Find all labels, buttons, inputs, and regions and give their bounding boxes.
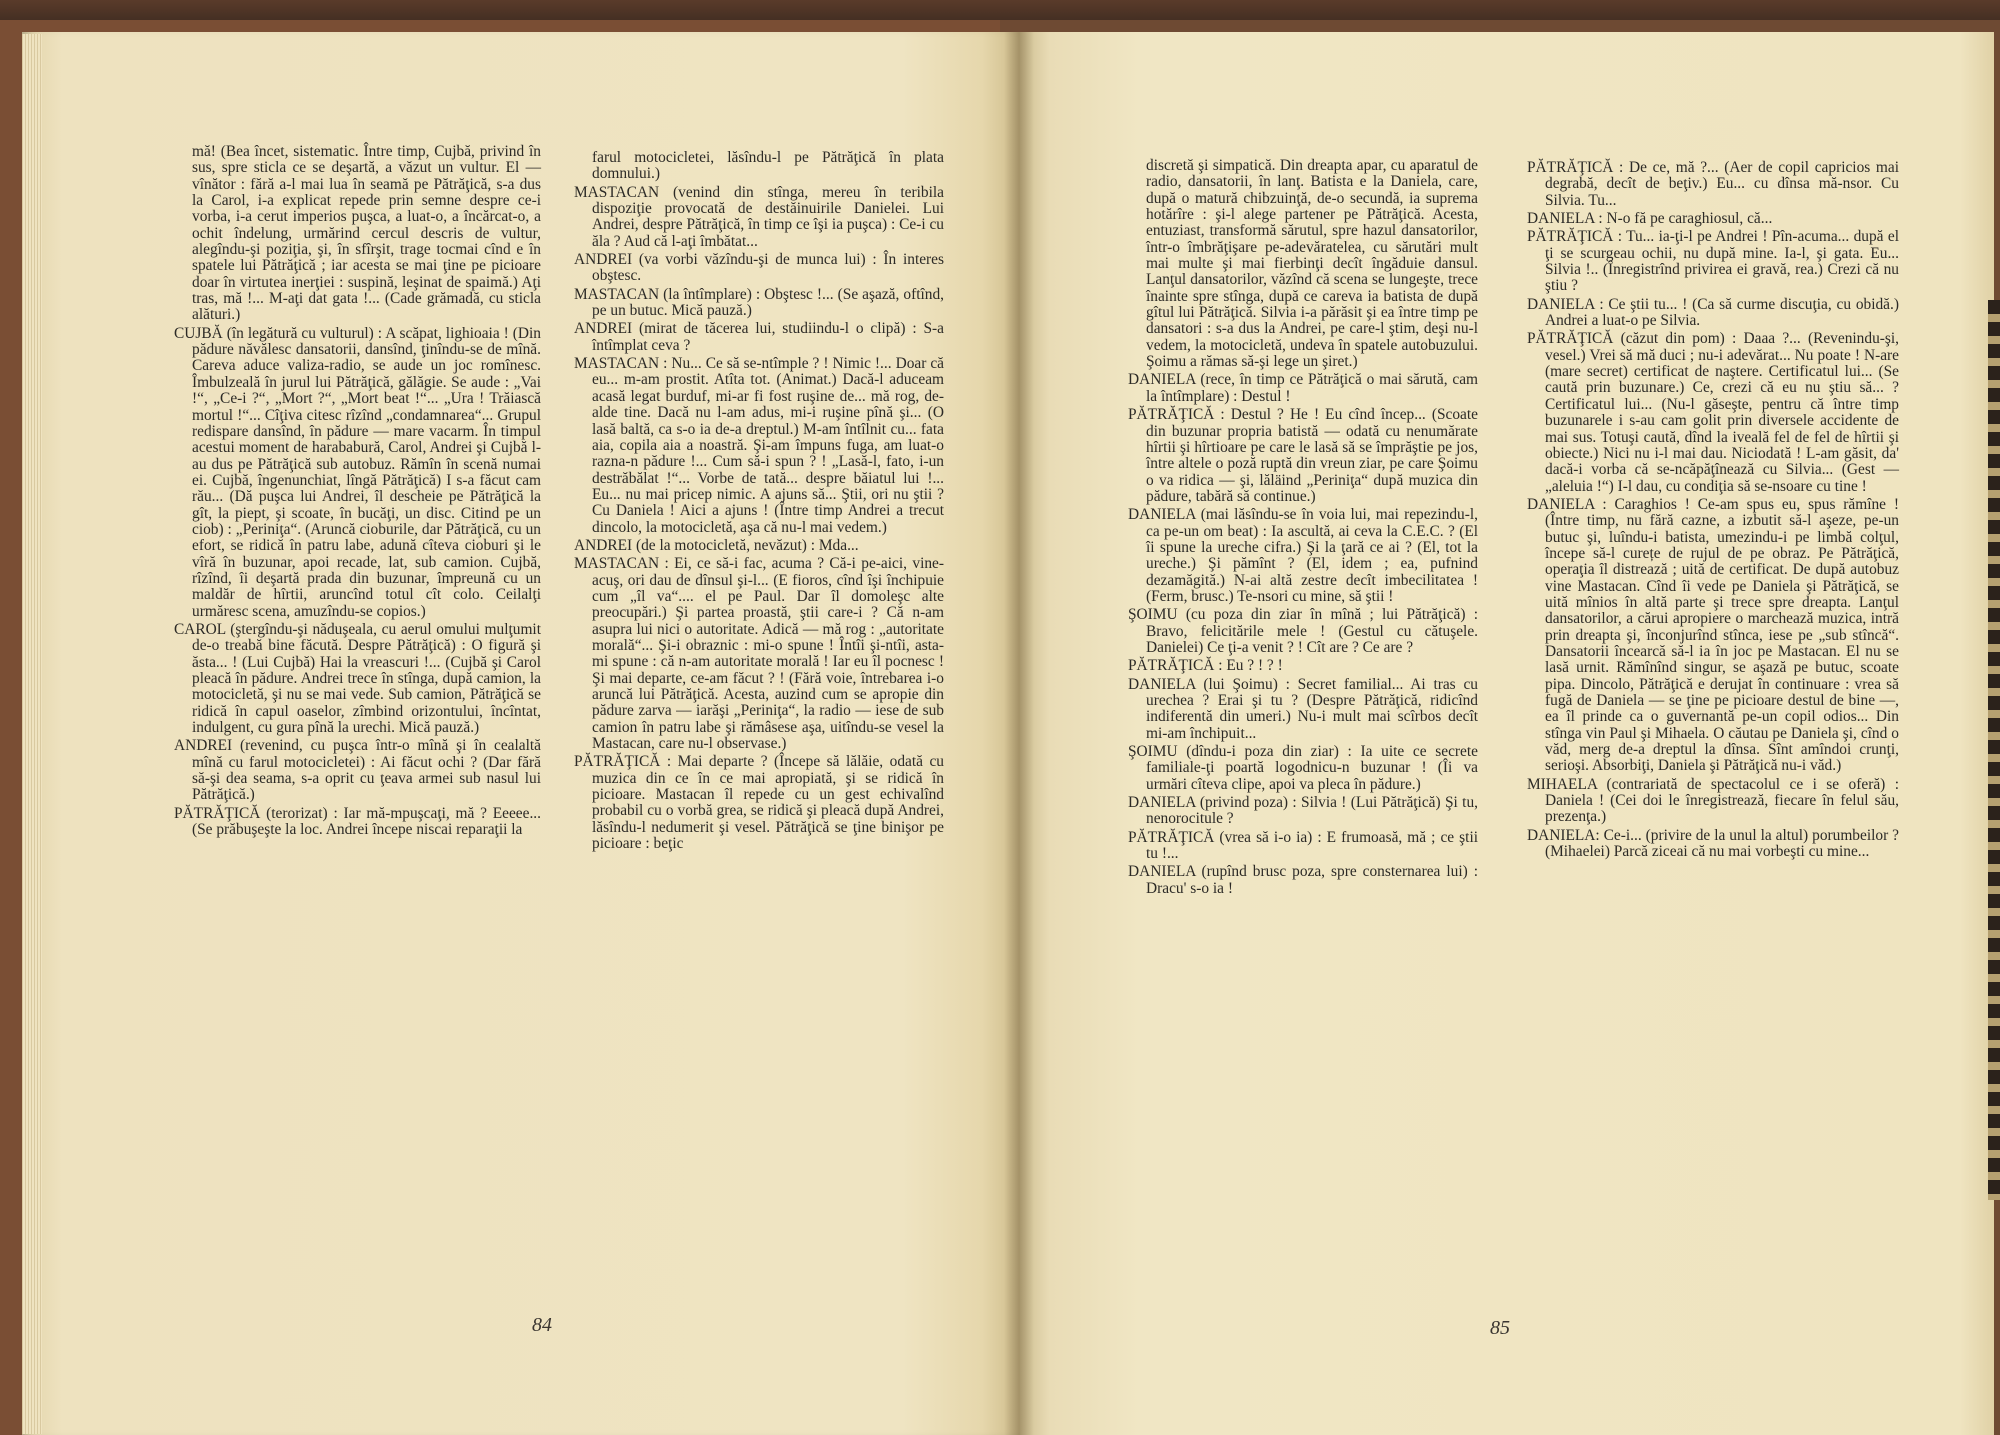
continued-paragraph: farul motocicletei, lăsîndu-l pe Pătrăţică în plata domnului.) <box>592 149 944 183</box>
dialogue-paragraph: DANIELA (rece, în timp ce Pătrăţică o mai sărută, cam la întîmplare) : Destul ! <box>1128 371 1478 405</box>
dialogue-paragraph: CUJBĂ (în legătură cu vulturul) : A scăpat, lighioaia ! (Din pădure năvălesc dansatorii, dansînd, ţinîndu-se de mînă. Careva aduce valiza-radio, se aude un joc romînesc. Îmbulzeală în jurul lui Pătrăţică, gălăgie. Se aude : „Vai !“, „Ce-i ?“, „Mort ?“, „Mort beat !“... „Ura ! Trăiască mortul !“... Cîţiva citesc rîzînd „condamnarea“... Grupul redispare dansînd, în pădure — mare vacarm. În timpul acestui moment de harababură, Carol, Andrei şi Cujbă l-au dus pe Pătrăţică sub autobuz. Rămîn în scenă numai ei. Cujbă, îngenunchiat, lîngă Pătrăţică) I s-a făcut cam rău... (Dă puşca lui Andrei, îl descheie pe Pătrăţică la gît, la piept, şi scoate, în bucăţi, un disc. Citind pe un ciob) : „Periniţa“. (Aruncă cioburile, dar Pătrăţică, cu un efort, se ridică în patru labe, adună cîteva cioburi şi le vîră în buzunar, apoi recade, lat, sub camion. Cujbă, rîzînd, îi deşartă prada din buzunar, împreună cu un maldăr de hîrtii, aruncînd totul cît colo. Ceilalţi urmăresc scena, amuzîndu-se copios.) <box>174 324 541 620</box>
dialogue-paragraph: PĂTRĂŢICĂ (vrea să i-o ia) : E frumoasă, mă ; ce ştii tu !... <box>1128 828 1478 863</box>
dialogue-paragraph: DANIELA: Ce-i... (privire de la unul la altul) porumbeilor ? (Mihaelei) Parcă ziceai că nu mai vorbeşti cu mine... <box>1527 826 1899 861</box>
dialogue-paragraph: DANIELA (lui Şoimu) : Secret familial... Ai tras cu urechea ? Erai şi tu ? (Despre Pătrăţică, ridicînd indiferentă din umeri.) Nu-i mult mai scîrbos decît mi-am închipuit... <box>1128 675 1478 742</box>
dialogue-paragraph: PĂTRĂŢICĂ : Destul ? He ! Eu cînd încep... (Scoate din buzunar propria batistă — odată cu nenumărate hîrtii şi hîrtioare pe care le lasă să se împrăştie pe jos, între altele o poză ruptă din vreun ziar, pe care Şoimu o va ridica — şi, lăläind „Periniţa“ după muzica din pădure, tabără să continue.) <box>1128 406 1478 505</box>
dialogue-paragraph: MASTACAN : Nu... Ce să se-ntîmple ? ! Nimic !... Doar că eu... m-am prostit. Atîta tot. (Animat.) Dacă-l aduceam acasă legat burduf, mi-ar fi fost ruşine de... mă rog, de-alde tine. Dacă nu l-am adus, mi-i ruşine pînă şi... (O lasă baltă, ca s-o ia de-a dreptul.) M-am întîlnit cu... fata aia, copila aia a noastră. Şi-am împuns fuga, am luat-o razna-n pădure !... Cum să-i spun ? ! „Lasă-l, fato, i-un destrăbălat !“... Vorbe de tată... despre băiatul lui !... Eu... nu mai pricep nimic. A ajuns să... Ştii, ori nu ştii ? Cu Daniela ! Aici a ajuns ! (Între timp Andrei a trecut dincolo, la motocicletă, aşa că nu-l mai vedem.) <box>574 355 944 536</box>
adjacent-book-spine <box>1988 300 2000 1200</box>
dialogue-paragraph: MASTACAN (venind din stînga, mereu în teribila dispoziţie provocată de destăinuirile Danielei. Lui Andrei, despre Pătrăţică, în timp ce îşi ia puşca) : Ce-i cu ăla ? Aud că l-aţi îmbătat... <box>574 183 944 250</box>
dialogue-paragraph: DANIELA : Caraghios ! Ce-am spus eu, spus rămîne ! (Între timp, nu fără cazne, a izbutit să-l aşeze, pe-un butuc şi, luîndu-i batista, umezindu-i pe limbă colţul, începe să-l curețe de rujul de pe obraz. Pe Pătrăţică, operaţia îl distrează ; uită de certificat. De după autobuz vine Mastacan. Cînd îi vede pe Daniela şi Pătrăţică, se uită mînios în altă parte şi trece spre dreapta. Lanţul dansatorilor, a cărui apropiere o marchează muzica, intră prin dreapta şi, înconjurînd stînca, iese pe „sub stîncă“. Dansatorii încearcă să-l ia în joc pe Mastacan. El nu se lasă urnit. Rămînînd singur, se aşază pe butuc, scoate pipa. Dincolo, Pătrăţică e derujat în continuare : vrea să fugă de Daniela — se ţine pe picioare destul de bine —, ea îl prinde ca o guvernantă pe-un copil odios... Din stînga vin Paul şi Mihaela. O căutau pe Daniela şi, cînd o văd, merg de-a dreptul la dînsa. Sînt amîndoi crunţi, serioşi. Absorbiţi, Daniela şi Pătrăţică nu-i văd.) <box>1527 495 1899 775</box>
dialogue-paragraph: ŞOIMU (cu poza din ziar în mînă ; lui Pătrăţică) : Bravo, felicitările mele ! (Gestul cu cătuşele. Danielei) Ce ţi-a venit ? ! Cît are ? Ce are ? <box>1128 606 1478 656</box>
dialogue-paragraph: PĂTRĂŢICĂ : De ce, mă ?... (Aer de copil capricios mai degrabă, decît de beţiv.) Eu... cu dînsa mă-nsor. Cu Silvia. Tu... <box>1527 159 1899 209</box>
dialogue-paragraph: PĂTRĂŢICĂ : Eu ? ! ? ! <box>1128 657 1283 675</box>
continued-paragraph: discretă şi simpatică. Din dreapta apar, cu aparatul de radio, dansatorii, în lanţ. Batista e la Daniela, care, după o matură chibzuinţă, de-o secundă, ia suprema hotărîre : şi-l alege partener pe Pătrăţică. Acesta, entuziast, transformă sărutul, spre hazul dansatorilor, într-o îmbrăţişare pe-adevăratelea, cu sărutări mult mai multe şi mai fierbinţi decît îngăduie dansul. Lanţul dansatorilor, văzînd că scena se lungeşte, trece înainte spre stînga, după ce careva ia batista de după gîtul lui Pătrăţică. Silvia i-a părăsit şi ea între timp pe dansatori : s-a dus la Andrei, pe care-l ştim, deşi nu-l vedem, la motocicletă, undeva în spatele autobuzului. Şoimu a rămas să-şi lege un şiret.) <box>1146 157 1478 371</box>
dialogue-paragraph: DANIELA : Ce ştii tu... ! (Ca să curme discuţia, cu obidă.) Andrei a luat-o pe Silvia. <box>1527 295 1899 330</box>
dialogue-paragraph: ANDREI (va vorbi văzîndu-şi de munca lui) : În interes obştesc. <box>574 251 944 285</box>
page-edges <box>22 34 42 1434</box>
left-page <box>22 32 1020 1435</box>
dialogue-paragraph: CAROL (ştergîndu-şi năduşeala, cu aerul omului mulţumit de-o treabă bine făcută. Despre Pătrăţică) : O figură şi ăsta... ! (Lui Cujbă) Hai la vreascuri !... (Cujbă şi Carol pleacă în pădure. Andrei trece în stînga, după camion, la motocicletă, şi nu se mai vede. Sub camion, Pătrăţică se ridică în capul oaselor, zîmbind orizontului, încîntat, indulgent, cu gura pînă la urechi. Mică pauză.) <box>174 620 541 737</box>
dialogue-paragraph: MASTACAN : Ei, ce să-i fac, acuma ? Că-i pe-aici, vine-acuş, ori dau de dînsul şi-l... (E fioros, cînd îşi închipuie cum „îl va“.... el pe Paul. Dar îl domoleşc alte preocupări.) Şi partea proastă, ştii care-i ? Că n-am asupra lui nici o autoritate. Adică — mă rog : „autoritate morală“... Şi-i obraznic : mi-o spune ! Întîi şi-ntîi, asta-mi spune : că n-am autoritate morală ! Iar eu îl pocnesc ! Şi mai departe, ce-am făcut ? ! (Fără voie, întrebarea i-o aruncă lui Pătrăţică. Acesta, auzind cum se apropie din pădure zarva — iarăşi „Periniţa“, la radio — iese de sub camion în patru labe şi rămâsese aşa, uitîndu-se vesel la Mastacan, care nu-l observase.) <box>574 555 944 753</box>
dialogue-paragraph: MASTACAN (la întîmplare) : Obştesc !... (Se aşază, oftînd, pe un butuc. Mică pauză.) <box>574 285 944 320</box>
continued-paragraph: mă! (Bea încet, sistematic. Între timp, Cujbă, privind în sus, spre sticla ce se deşartă, a văzut un vultur. El — vînător : fără a-l mai lua în seamă pe Pătrăţică, s-a dus la Carol, i-a explicat repede prin semne despre ce-i vorba, i-a cerut imperios puşca, a luat-o, a încărcat-o, a ochit îndelung, urmărind cercul descris de vultur, alegîndu-şi poziţia, şi, în sfîrşit, trage tocmai cînd e în spatele lui Pătrăţică ; iar acesta se mai ţine pe picioare doar în virtutea inerţiei : suspină, leşinat de spaimă.) Aţi tras, mă !... M-aţi dat gata !... (Cade grămadă, cu sticla alături.) <box>192 143 541 324</box>
page-number-right: 85 <box>1490 1317 1510 1339</box>
book-gutter <box>1004 32 1034 1435</box>
dialogue-paragraph: DANIELA : N-o fă pe caraghiosul, că... <box>1527 210 1773 228</box>
dialogue-paragraph: PĂTRĂŢICĂ : Tu... ia-ţi-l pe Andrei ! Pîn-acuma... după el ţi se scurgeau ochii, nu după mine. Ia-l, şi gata. Eu... Silvia !.. (Înregistrînd privirea ei gravă, rea.) Crezi că nu ştiu ? <box>1527 228 1899 295</box>
page-number-left: 84 <box>532 1314 552 1336</box>
dialogue-paragraph: ANDREI (de la motocicletă, nevăzut) : Mda... <box>574 536 859 554</box>
dialogue-paragraph: DANIELA (privind poza) : Silvia ! (Lui Pătrăţică) Şi tu, nenorocitule ? <box>1128 794 1478 828</box>
dialogue-paragraph: MIHAELA (contrariată de spectacolul ce i se oferă) : Daniela ! (Cei doi le înregistrează, fiecare în felul său, prezenţa.) <box>1527 775 1899 826</box>
dialogue-paragraph: DANIELA (rupînd brusc poza, spre consternarea lui) : Dracu' s-o ia ! <box>1128 863 1478 897</box>
left-page-column-2 <box>574 150 944 852</box>
dialogue-paragraph: ANDREI (revenind, cu puşca într-o mînă şi în cealaltă mînă cu farul motocicletei) : Ai făcut ochi ? (Dar fără să-şi dea seama, s-a oprit cu ţeava armei sub nasul lui Pătrăţică.) <box>174 737 541 804</box>
dialogue-paragraph: ŞOIMU (dîndu-i poza din ziar) : Ia uite ce secrete familiale-ţi poartă logodnicu-n buzunar ! (Îi va urmări cîteva clipe, apoi va pleca în pădure.) <box>1128 743 1478 793</box>
right-page <box>1020 32 1994 1435</box>
left-page-column-1 <box>174 144 541 838</box>
dialogue-paragraph: DANIELA (mai lăsîndu-se în voia lui, mai repezindu-l, ca pe-un om beat) : Ia ascultă, ai ceva la C.E.C. ? (El îi spune la ureche cifra.) Şi la ţară ce ai ? (El, tot la ureche.) Şi pămînt ? (El, idem ; ea, pufnind dezamăgită.) N-ai altă zestre decît imbecilitatea ! (Ferm, brusc.) Te-nsori cu mine, să ştii ! <box>1128 506 1478 605</box>
dialogue-paragraph: ANDREI (mirat de tăcerea lui, studiindu-l o clipă) : S-a întîmplat ceva ? <box>574 320 944 354</box>
right-page-column-1 <box>1128 158 1478 897</box>
right-page-column-2 <box>1527 158 1899 860</box>
dialogue-paragraph: PĂTRĂŢICĂ (terorizat) : Iar mă-mpuşcaţi, mă ? Eeeee... (Se prăbuşeşte la loc. Andrei începe niscai reparaţii la <box>174 804 541 839</box>
dialogue-paragraph: PĂTRĂŢICĂ (căzut din pom) : Daaa ?... (Revenindu-şi, vesel.) Vrei să mă duci ; nu-i adevărat... Nu poate ! N-are (mare secret) certificat de naştere. Certificatul lui... (Se caută prin buzunare.) Ce, crezi că eu nu ştiu să... ? Certificatul lui... (Nu-l găseşte, pentru că între timp buzunarele i s-au cam golit prin diversele accidente de mai sus. Totuşi caută, dînd la iveală fel de fel de hîrtii şi obiecte.) Nici nu i-l mai dau. Niciodată ! L-am găsit, da' dacă-i vorba că se-ncăpăţînează cu Silvia... (Gest — „aleluia !“) I-l dau, cu condiţia să se-nsoare cu tine ! <box>1527 330 1899 495</box>
dialogue-paragraph: PĂTRĂŢICĂ : Mai departe ? (Începe să lălăie, odată cu muzica din ce în ce mai apropiată, şi se ridică în picioare. Mastacan îl repede cu un gest echivalînd probabil cu o vorbă grea, se ridică şi pleacă după Andrei, lăsîndu-l nedumerit şi vesel. Pătrăţică se ţine binişor pe picioare : beţic <box>574 753 944 853</box>
